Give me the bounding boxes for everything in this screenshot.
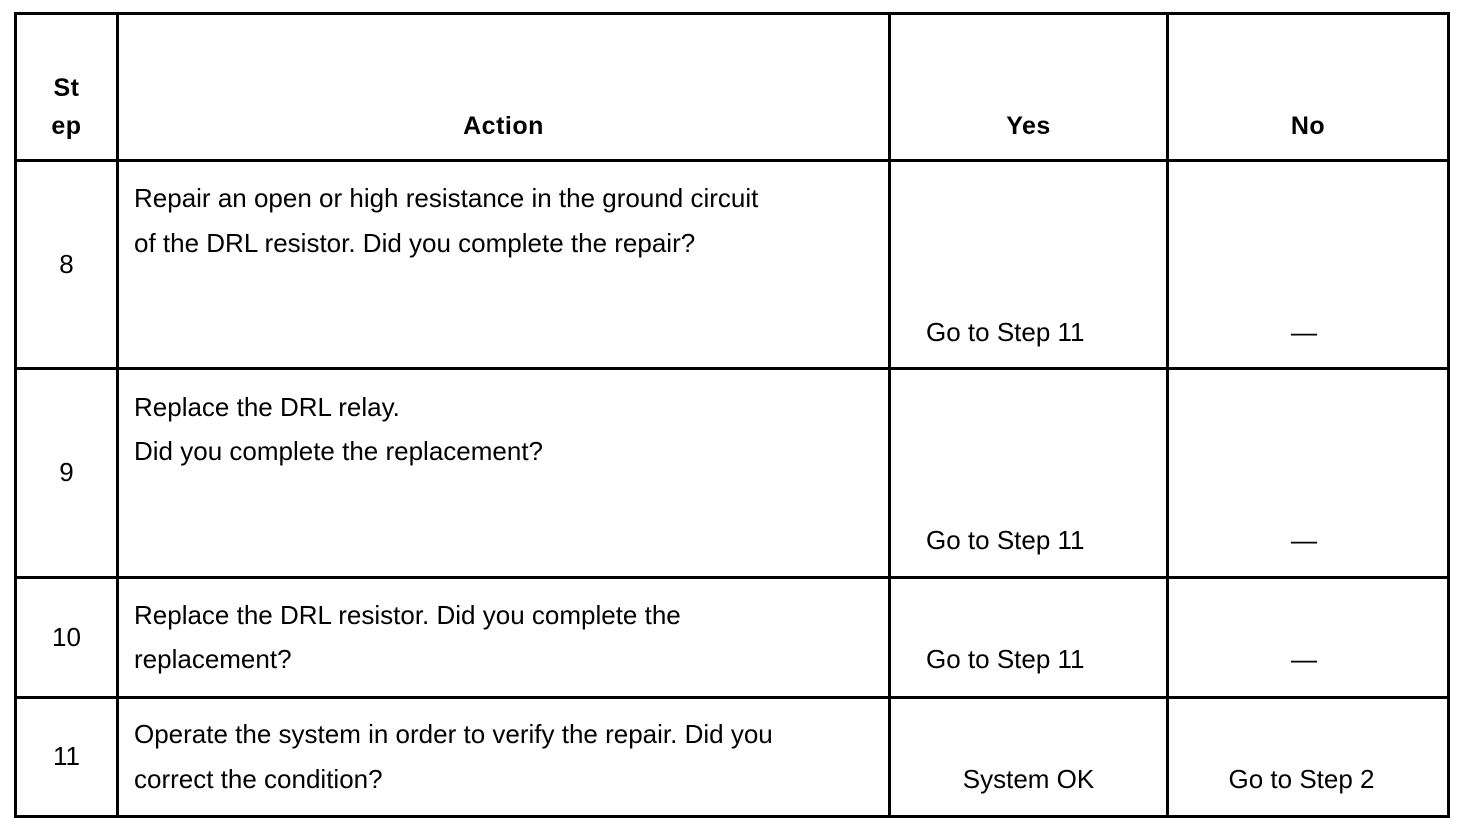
row-no-result: — bbox=[1291, 317, 1317, 347]
table-border-bottom bbox=[14, 815, 1450, 818]
header-step-line1: St bbox=[53, 74, 80, 102]
row-step-number: 8 bbox=[59, 249, 74, 279]
header-step-line2: ep bbox=[51, 112, 82, 140]
row-action-text: Operate the system in order to verify the repair. Did you bbox=[134, 719, 773, 749]
row-yes-result: System OK bbox=[962, 764, 1095, 794]
row-action-text: replacement? bbox=[134, 644, 292, 674]
diagnostic-table bbox=[14, 12, 1450, 818]
row-action-text: Repair an open or high resistance in the ground circuit bbox=[134, 183, 759, 213]
row-action-text: of the DRL resistor. Did you complete the repair? bbox=[134, 228, 696, 258]
table-border-right bbox=[1447, 12, 1450, 818]
row-yes-result: Go to Step 11 bbox=[926, 317, 1085, 347]
header-no: No bbox=[1290, 112, 1326, 140]
row-divider bbox=[14, 367, 1450, 370]
row-divider bbox=[14, 576, 1450, 579]
row-action-text: Replace the DRL resistor. Did you complete the bbox=[134, 600, 681, 630]
row-action-text: Did you complete the replacement? bbox=[134, 436, 544, 466]
table-border-top bbox=[14, 12, 1450, 15]
row-action-text: correct the condition? bbox=[134, 764, 383, 794]
header-divider bbox=[14, 159, 1450, 162]
row-no-result: Go to Step 2 bbox=[1228, 764, 1375, 794]
header-action: Action bbox=[463, 112, 544, 140]
row-action-text: Replace the DRL relay. bbox=[134, 392, 400, 422]
header-yes: Yes bbox=[1006, 112, 1051, 140]
row-step-number: 10 bbox=[52, 622, 81, 652]
row-no-result: — bbox=[1291, 644, 1317, 674]
row-yes-result: Go to Step 11 bbox=[926, 644, 1085, 674]
row-step-number: 11 bbox=[53, 741, 80, 771]
row-step-number: 9 bbox=[59, 457, 74, 487]
row-yes-result: Go to Step 11 bbox=[926, 525, 1085, 555]
row-divider bbox=[14, 696, 1450, 699]
row-no-result: — bbox=[1291, 525, 1317, 555]
